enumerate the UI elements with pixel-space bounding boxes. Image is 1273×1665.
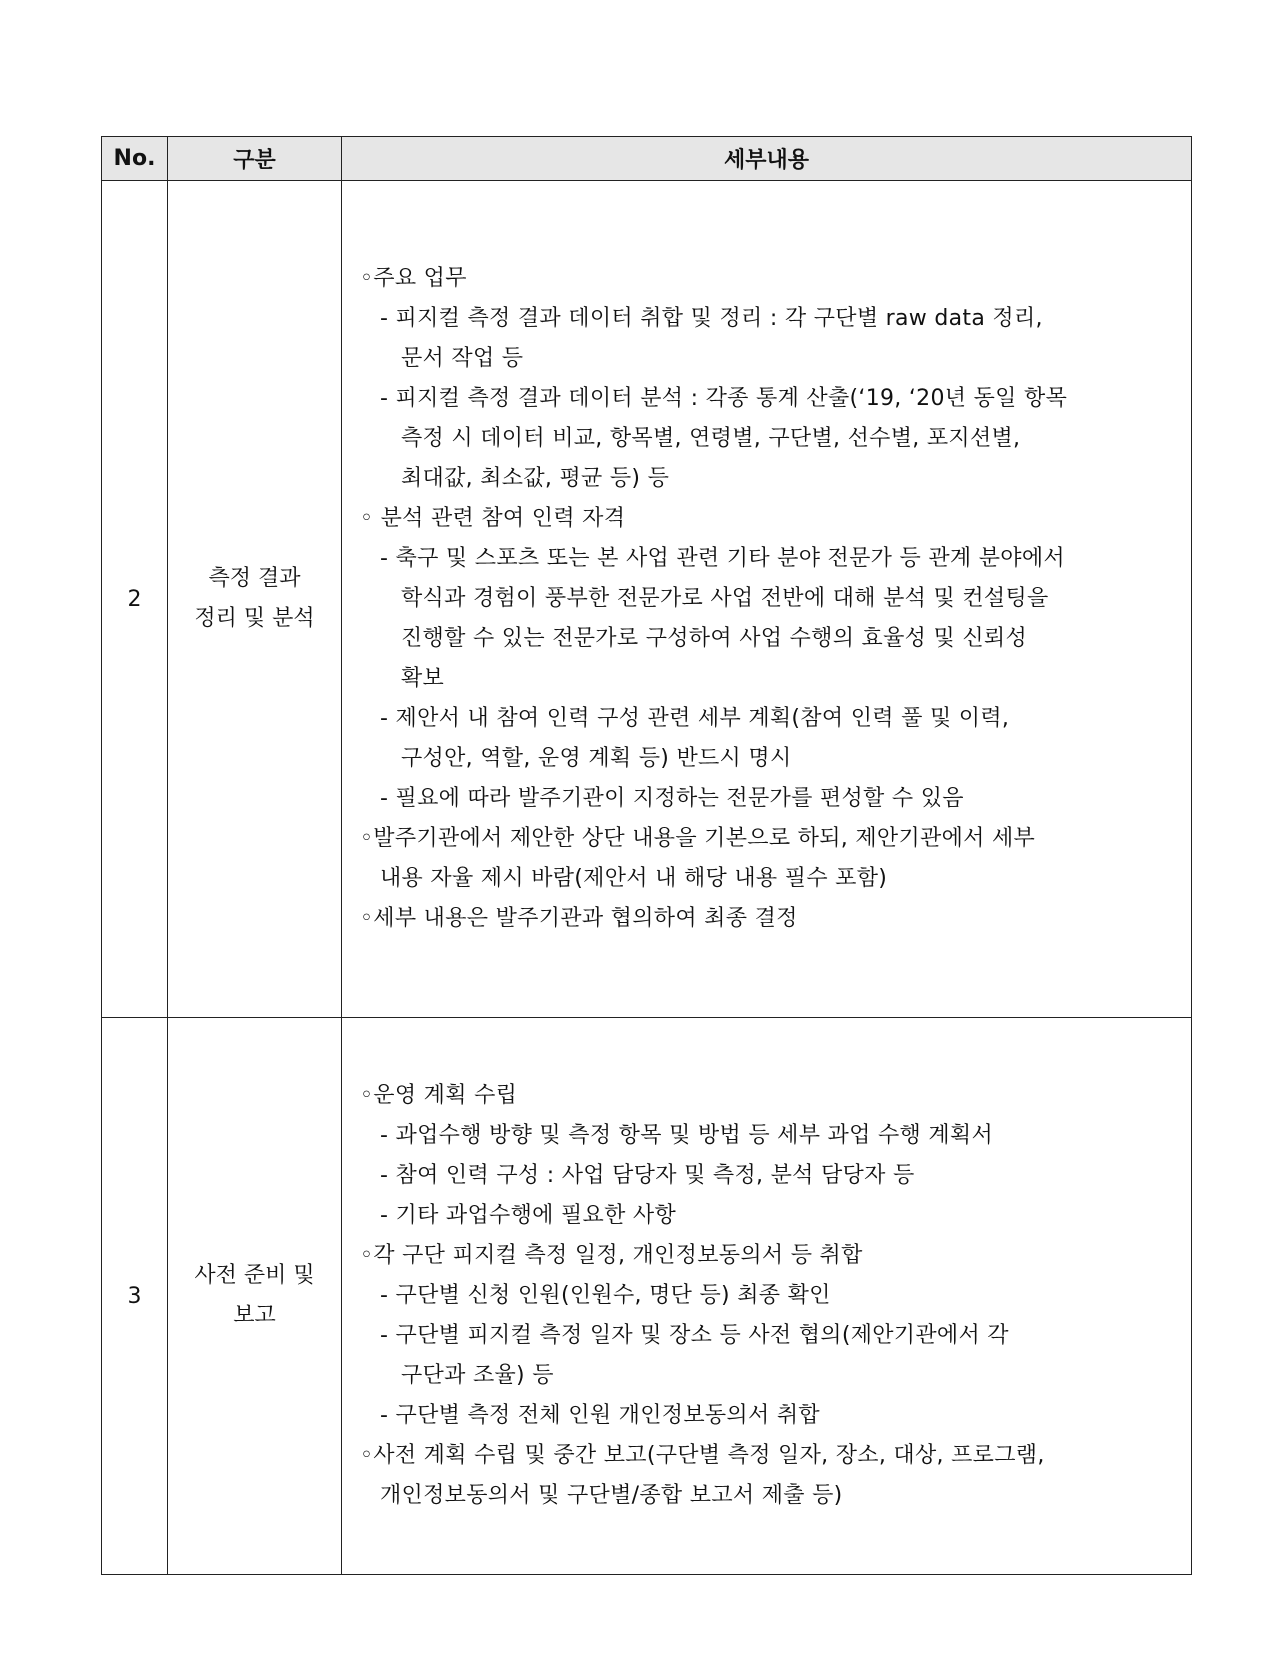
detail-line: - 기타 과업수행에 필요한 사항 bbox=[380, 1203, 677, 1228]
detail-line: 문서 작업 등 bbox=[401, 346, 524, 371]
detail-line: 구성안, 역할, 운영 계획 등) 반드시 명시 bbox=[401, 746, 792, 771]
detail-line: - 구단별 신청 인원(인원수, 명단 등) 최종 확인 bbox=[380, 1283, 831, 1308]
header-detail: 세부내용 bbox=[342, 137, 1192, 181]
detail-line: ◦주요 업무 bbox=[360, 266, 467, 291]
detail-line: 최대값, 최소값, 평균 등) 등 bbox=[401, 466, 670, 491]
detail-line: 확보 bbox=[401, 666, 445, 691]
category-line: 보고 bbox=[233, 1303, 276, 1328]
detail-line: - 축구 및 스포츠 또는 본 사업 관련 기타 분야 전문가 등 관계 분야에서 bbox=[380, 546, 1065, 571]
detail-line: 구단과 조율) 등 bbox=[401, 1363, 554, 1388]
row-detail bbox=[342, 181, 1192, 1018]
detail-line: 진행할 수 있는 전문가로 구성하여 사업 수행의 효율성 및 신뢰성 bbox=[401, 626, 1027, 651]
row-number: 2 bbox=[102, 181, 168, 1018]
detail-line: 측정 시 데이터 비교, 항목별, 연령별, 구단별, 선수별, 포지션별, bbox=[401, 426, 1021, 451]
detail-line: ◦사전 계획 수립 및 중간 보고(구단별 측정 일자, 장소, 대상, 프로그램, bbox=[360, 1443, 1045, 1468]
table-row bbox=[102, 181, 1192, 1018]
detail-line: - 구단별 측정 전체 인원 개인정보동의서 취합 bbox=[380, 1403, 820, 1428]
detail-line: - 구단별 피지컬 측정 일자 및 장소 등 사전 협의(제안기관에서 각 bbox=[380, 1323, 1009, 1348]
detail-line: ◦세부 내용은 발주기관과 협의하여 최종 결정 bbox=[360, 906, 798, 931]
category-line: 사전 준비 및 bbox=[194, 1263, 315, 1288]
detail-line: - 피지컬 측정 결과 데이터 취합 및 정리 : 각 구단별 raw data 정리, bbox=[380, 306, 1043, 331]
detail-line: 개인정보동의서 및 구단별/종합 보고서 제출 등) bbox=[380, 1483, 843, 1508]
table-header-row bbox=[102, 137, 1192, 181]
detail-line: ◦발주기관에서 제안한 상단 내용을 기본으로 하되, 제안기관에서 세부 bbox=[360, 826, 1036, 851]
row-category bbox=[168, 1018, 342, 1575]
detail-line: - 피지컬 측정 결과 데이터 분석 : 각종 통계 산출(‘19, ‘20년 동일 항목 bbox=[380, 386, 1068, 411]
detail-line: - 제안서 내 참여 인력 구성 관련 세부 계획(참여 인력 풀 및 이력, bbox=[380, 706, 1010, 731]
detail-lines bbox=[360, 1076, 1177, 1516]
detail-line: ◦각 구단 피지컬 측정 일정, 개인정보동의서 등 취합 bbox=[360, 1243, 863, 1268]
detail-line: - 참여 인력 구성 : 사업 담당자 및 측정, 분석 담당자 등 bbox=[380, 1163, 915, 1188]
header-no: No. bbox=[102, 137, 168, 181]
header-category: 구분 bbox=[168, 137, 342, 181]
detail-lines bbox=[360, 259, 1177, 939]
row-detail bbox=[342, 1018, 1192, 1575]
row-category bbox=[168, 181, 342, 1018]
category-line: 정리 및 분석 bbox=[194, 606, 315, 631]
detail-line: ◦운영 계획 수립 bbox=[360, 1083, 518, 1108]
detail-line: - 과업수행 방향 및 측정 항목 및 방법 등 세부 과업 수행 계획서 bbox=[380, 1123, 994, 1148]
detail-line: 내용 자율 제시 바람(제안서 내 해당 내용 필수 포함) bbox=[380, 866, 888, 891]
detail-line: 학식과 경험이 풍부한 전문가로 사업 전반에 대해 분석 및 컨설팅을 bbox=[401, 586, 1049, 611]
detail-table bbox=[101, 136, 1192, 1575]
detail-line: - 필요에 따라 발주기관이 지정하는 전문가를 편성할 수 있음 bbox=[380, 786, 964, 811]
detail-line: ◦ 분석 관련 참여 인력 자격 bbox=[360, 506, 626, 531]
row-number: 3 bbox=[102, 1018, 168, 1575]
table-row bbox=[102, 1018, 1192, 1575]
category-line: 측정 결과 bbox=[208, 566, 301, 591]
